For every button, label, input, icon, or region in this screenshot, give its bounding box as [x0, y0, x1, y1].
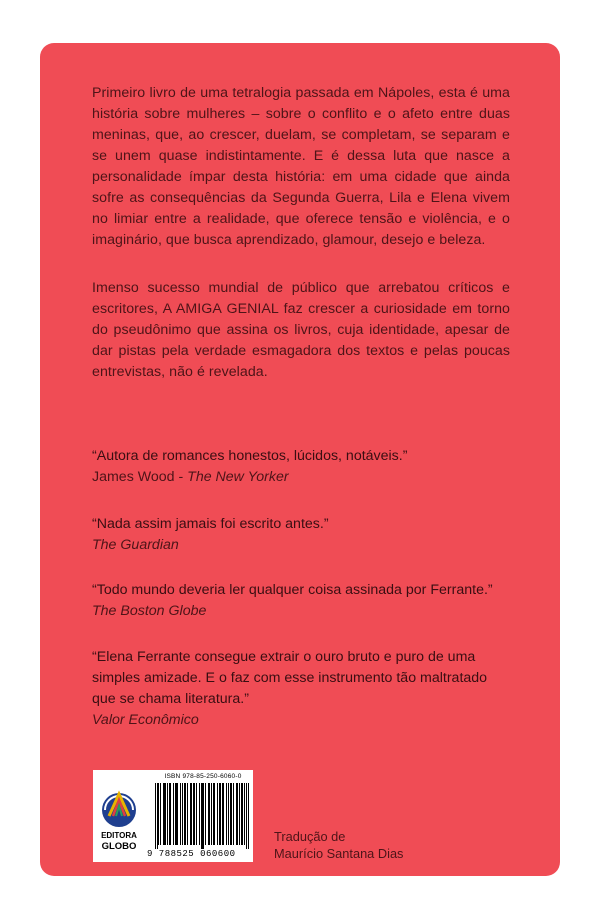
barcode-bar	[246, 783, 247, 849]
barcode-bar	[222, 783, 223, 845]
quote-attribution	[92, 467, 522, 488]
barcode-bar	[182, 783, 183, 845]
barcode-bar	[236, 783, 237, 845]
barcode-bar	[201, 783, 202, 849]
translation-credit	[274, 828, 403, 862]
barcode-bar	[219, 783, 220, 845]
barcode-bar	[220, 783, 221, 845]
barcode-bar	[214, 783, 215, 845]
quote-attribution	[92, 601, 522, 622]
barcode-bar	[184, 783, 185, 845]
translation-label: Tradução de	[274, 829, 346, 844]
barcode-digits: 9 788525 060600	[147, 849, 236, 859]
review-quote-2	[92, 514, 522, 556]
barcode-bar	[203, 783, 204, 849]
quote-text: “Todo mundo deveria ler qualquer coisa assinada por Ferrante.”	[92, 582, 493, 598]
barcode-bar	[163, 783, 164, 845]
review-quote-4	[92, 647, 512, 731]
barcode-bar	[165, 783, 166, 845]
quote-source: The Boston Globe	[92, 603, 207, 619]
svg-text:EDITORA: EDITORA	[101, 831, 137, 840]
barcode-bar	[231, 783, 232, 845]
quote-source: The New Yorker	[187, 469, 289, 485]
barcode-bar	[173, 783, 174, 845]
barcode-bar	[226, 783, 227, 845]
barcode-bar	[190, 783, 191, 845]
barcode-bar	[205, 783, 206, 845]
barcode-bar	[176, 783, 177, 845]
barcode-bar	[199, 783, 200, 845]
barcode-bar	[167, 783, 168, 845]
barcode-bar	[208, 783, 209, 845]
barcode-bar	[187, 783, 188, 845]
barcode-bar	[244, 783, 245, 845]
barcode-bar	[196, 783, 197, 845]
barcode-bar	[248, 783, 249, 849]
barcode-bar	[230, 783, 231, 845]
synopsis-paragraph-2: Imenso sucesso mundial de público que arrebatou críticos e escritores, A AMIGA GENIAL faz crescer a curiosidade em torno do pseudônimo que assina os livros, cuja identidade, apesar de dar pistas pela verdade esmagadora dos textos e pelas poucas entrevistas, não é revelada.	[92, 280, 510, 380]
svg-text:GLOBO: GLOBO	[101, 841, 137, 852]
quote-text: “Autora de romances honestos, lúcidos, notáveis.”	[92, 448, 408, 464]
barcode-bar	[211, 783, 212, 845]
barcode-bar	[202, 783, 203, 849]
barcode-bar	[223, 783, 224, 845]
quote-attribution	[92, 710, 512, 731]
barcode-bar	[217, 783, 218, 845]
barcode-bar	[177, 783, 178, 845]
review-quote-3	[92, 580, 522, 622]
isbn-label: ISBN 978-85-250-6060-0	[164, 773, 242, 780]
barcode	[155, 783, 249, 849]
barcode-bar	[194, 783, 195, 845]
quote-attribution	[92, 535, 522, 556]
barcode-bar	[191, 783, 192, 845]
barcode-bar	[233, 783, 234, 845]
quote-text: “Elena Ferrante consegue extrair o ouro bruto e puro de uma simples amizade. E o faz com esse instrumento tão maltratado que se chama literatura.”	[92, 649, 488, 707]
barcode-bar	[241, 783, 242, 845]
barcode-bar	[242, 783, 243, 845]
barcode-bar	[185, 783, 186, 845]
translator-name: Maurício Santana Dias	[274, 846, 404, 861]
barcode-bar	[209, 783, 210, 845]
barcode-bar	[228, 783, 229, 845]
barcode-bar	[237, 783, 238, 845]
barcode-bar	[160, 783, 161, 845]
barcode-panel	[93, 770, 253, 862]
barcode-bar	[175, 783, 176, 845]
review-quote-1	[92, 446, 522, 488]
synopsis-paragraph-1: Primeiro livro de uma tetralogia passada em Nápoles, esta é uma história sobre mulheres – sobre o conflito e o afeto entre duas meninas, que, ao crescer, duelam, se completam, se separam e se unem quase indistintamente. E é dessa luta que nasce a personalidade ímpar desta história: em uma cidade que ainda sofre as consequências da Segunda Guerra, Lila e Elena vivem no limiar entre a realidade, que oferece tensão e violência, e o imaginário, que busca aprendizado, glamour, desejo e beleza.	[92, 85, 510, 248]
barcode-bar	[180, 783, 181, 845]
barcode-bar	[155, 783, 156, 849]
quote-text: “Nada assim jamais foi escrito antes.”	[92, 516, 329, 532]
barcode-bar	[213, 783, 214, 845]
barcode-bar	[158, 783, 159, 845]
barcode-bar	[164, 783, 165, 845]
quote-source: The Guardian	[92, 537, 179, 553]
barcode-bar	[170, 783, 171, 845]
editora-globo-logo	[99, 780, 139, 856]
barcode-bar	[239, 783, 240, 845]
barcode-bar	[169, 783, 170, 845]
barcode-bar	[157, 783, 158, 849]
quote-source: Valor Econômico	[92, 712, 199, 728]
quote-author: James Wood -	[92, 469, 188, 485]
barcode-bar	[193, 783, 194, 845]
